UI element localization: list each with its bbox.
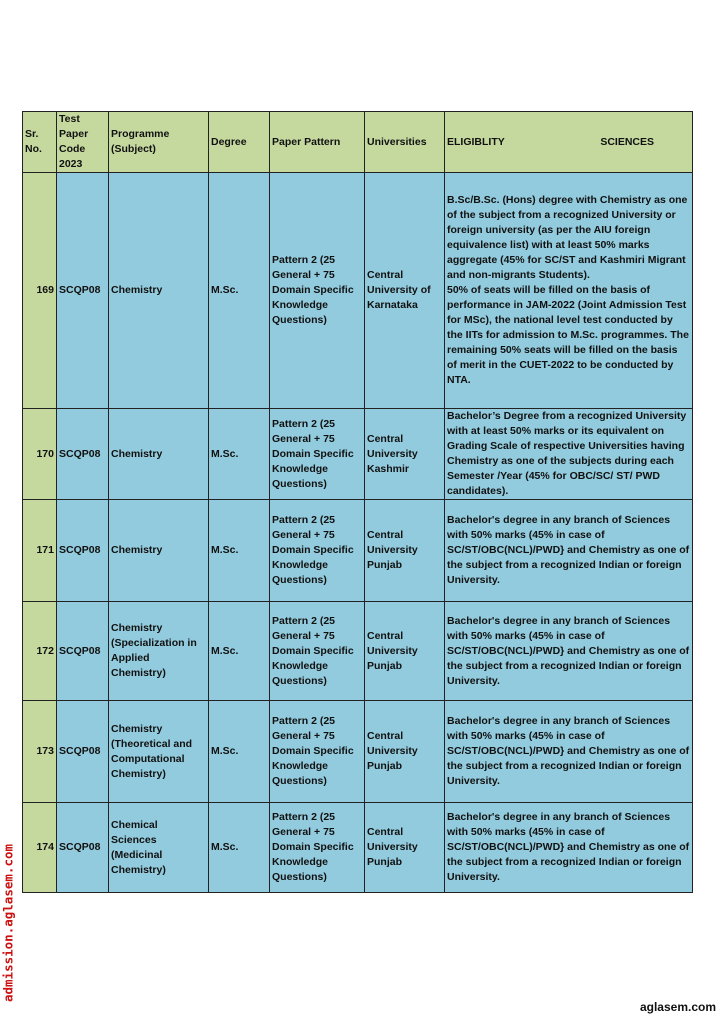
cell-eligibility: Bachelor's degree in any branch of Sciences with 50% marks (45% in case of SC/ST/OBC(NCL)/PWD} and Chemistry as one of the subject from a recognized Indian or foreign University.: [445, 803, 693, 893]
footer-site-name: aglasem.com: [639, 1000, 716, 1014]
cell-programme: Chemistry: [109, 409, 209, 500]
cell-paper-code: SCQP08: [57, 409, 109, 500]
header-test-paper-code: Test Paper Code 2023: [57, 112, 109, 173]
cell-paper-code: SCQP08: [57, 500, 109, 602]
cell-degree: M.Sc.: [209, 173, 270, 409]
cell-degree: M.Sc.: [209, 701, 270, 803]
cell-degree: M.Sc.: [209, 409, 270, 500]
cell-paper-pattern: Pattern 2 (25 General + 75 Domain Specific Knowledge Questions): [270, 409, 365, 500]
site-watermark: [0, 828, 16, 1018]
watermark-text: admission.aglasem.com: [0, 843, 16, 1003]
cell-degree: M.Sc.: [209, 602, 270, 701]
cell-degree: M.Sc.: [209, 500, 270, 602]
cell-programme: Chemical Sciences (Medicinal Chemistry): [109, 803, 209, 893]
cell-programme: Chemistry (Specialization in Applied Chemistry): [109, 602, 209, 701]
cell-paper-code: SCQP08: [57, 173, 109, 409]
cell-programme: Chemistry: [109, 173, 209, 409]
cell-paper-pattern: Pattern 2 (25 General + 75 Domain Specific Knowledge Questions): [270, 602, 365, 701]
cell-degree: M.Sc.: [209, 803, 270, 893]
eligibility-table: [22, 111, 693, 893]
cell-sr-no: 169: [23, 173, 57, 409]
cell-programme: Chemistry (Theoretical and Computational Chemistry): [109, 701, 209, 803]
cell-eligibility: B.Sc/B.Sc. (Hons) degree with Chemistry as one of the subject from a recognized University or foreign university (as per the AIU foreign equivalence list) with at least 50% marks aggregate (45% for SC/ST and Kashmiri Migrant and non-migrants Students). 50% of seats will be filled on the basis of performance in JAM-2022 (Joint Admission Test for MSc), the national level test conducted by the IITs for admission to M.Sc. programmes. The remaining 50% seats will be filled on the basis of merit in the CUET-2022 to be conducted by NTA.: [445, 173, 693, 409]
table-row: [23, 500, 693, 602]
header-programme: Programme (Subject): [109, 112, 209, 173]
cell-paper-pattern: Pattern 2 (25 General + 75 Domain Specific Knowledge Questions): [270, 173, 365, 409]
header-eligibility: [445, 112, 693, 173]
cell-eligibility: Bachelor's degree in any branch of Sciences with 50% marks (45% in case of SC/ST/OBC(NCL)/PWD} and Chemistry as one of the subject from a recognized Indian or foreign University.: [445, 602, 693, 701]
header-paper-pattern: Paper Pattern: [270, 112, 365, 173]
cell-paper-pattern: Pattern 2 (25 General + 75 Domain Specific Knowledge Questions): [270, 803, 365, 893]
cell-eligibility: Bachelor's degree in any branch of Sciences with 50% marks (45% in case of SC/ST/OBC(NCL)/PWD} and Chemistry as one of the subject from a recognized Indian or foreign University.: [445, 701, 693, 803]
cell-paper-code: SCQP08: [57, 701, 109, 803]
cell-paper-pattern: Pattern 2 (25 General + 75 Domain Specific Knowledge Questions): [270, 500, 365, 602]
cell-university: Central University Punjab: [365, 602, 445, 701]
header-sr-no: Sr. No.: [23, 112, 57, 173]
cell-sr-no: 170: [23, 409, 57, 500]
cell-sr-no: 173: [23, 701, 57, 803]
table-row: [23, 409, 693, 500]
cell-paper-code: SCQP08: [57, 602, 109, 701]
header-sciences-label: SCIENCES: [600, 135, 654, 148]
cell-sr-no: 171: [23, 500, 57, 602]
cell-university: Central University Punjab: [365, 803, 445, 893]
table-row: [23, 173, 693, 409]
header-eligibility-label: ELIGIBLITY: [447, 135, 505, 148]
header-universities: Universities: [365, 112, 445, 173]
cell-university: Central University of Karnataka: [365, 173, 445, 409]
header-degree: Degree: [209, 112, 270, 173]
cell-paper-code: SCQP08: [57, 803, 109, 893]
table-row: [23, 803, 693, 893]
cell-eligibility: Bachelor's degree in any branch of Sciences with 50% marks (45% in case of SC/ST/OBC(NCL)/PWD} and Chemistry as one of the subject from a recognized Indian or foreign University.: [445, 500, 693, 602]
cell-university: Central University Kashmir: [365, 409, 445, 500]
table-row: [23, 701, 693, 803]
cell-sr-no: 172: [23, 602, 57, 701]
cell-paper-pattern: Pattern 2 (25 General + 75 Domain Specific Knowledge Questions): [270, 701, 365, 803]
cell-programme: Chemistry: [109, 500, 209, 602]
cell-university: Central University Punjab: [365, 500, 445, 602]
header-row: [23, 112, 693, 173]
cell-sr-no: 174: [23, 803, 57, 893]
cell-eligibility: Bachelor’s Degree from a recognized University with at least 50% marks or its equivalent on Grading Scale of respective Universities having Chemistry as one of the subjects during each Semester /Year (45% for OBC/SC/ ST/ PWD candidates).: [445, 409, 693, 500]
table-row: [23, 602, 693, 701]
cell-university: Central University Punjab: [365, 701, 445, 803]
